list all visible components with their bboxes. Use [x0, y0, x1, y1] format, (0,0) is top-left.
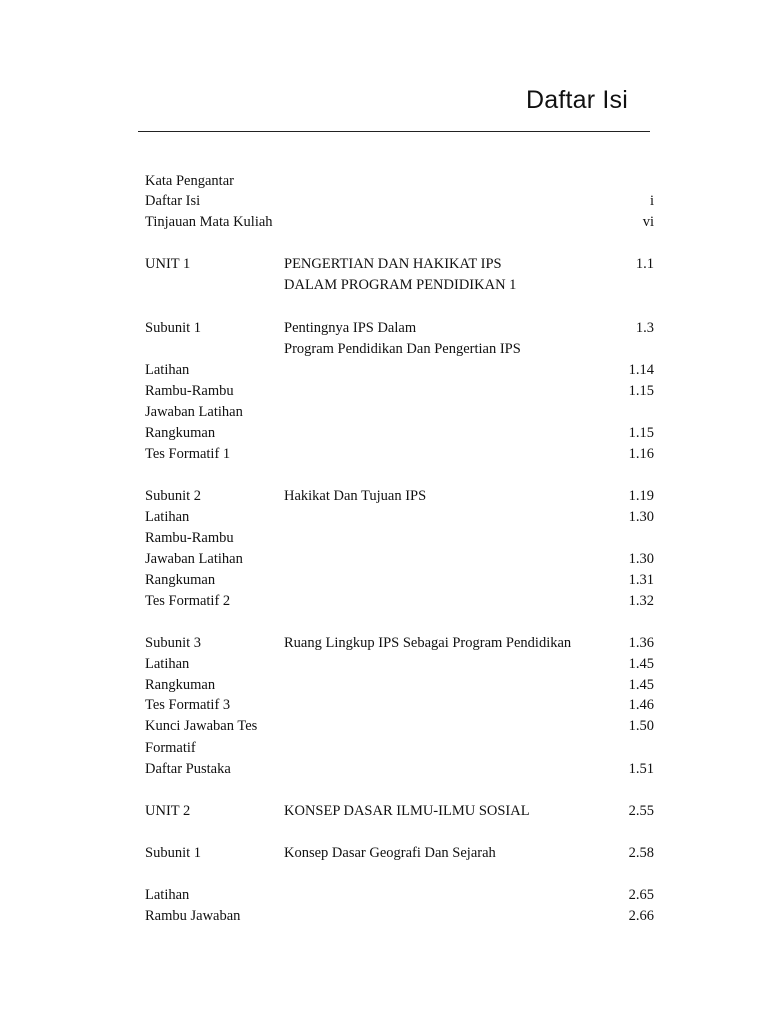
- entry-label: Rangkuman: [145, 425, 216, 441]
- entry-page: 1.30: [628, 509, 654, 525]
- entry-label: Formatif: [145, 740, 196, 756]
- entry-label: Tes Formatif 3: [145, 697, 231, 713]
- toc-row: [145, 759, 654, 780]
- toc-row: [145, 528, 654, 549]
- entry-page: vi: [642, 214, 654, 230]
- page-title: Daftar Isi: [525, 86, 628, 114]
- entry-page: 1.45: [628, 656, 654, 672]
- toc-row: [145, 444, 654, 465]
- toc-row: [145, 381, 654, 402]
- entry-page: 1.15: [628, 383, 654, 399]
- entry-page: 1.14: [628, 362, 654, 378]
- entry-page: 1.19: [628, 488, 654, 504]
- toc-row: [145, 906, 654, 927]
- entry-page: 1.51: [628, 761, 654, 777]
- entry-label: Latihan: [145, 656, 190, 672]
- entry-label: Subunit 1: [145, 845, 201, 861]
- toc-row: [145, 843, 654, 864]
- entry-label: Kunci Jawaban Tes: [145, 718, 258, 734]
- toc-row: [145, 191, 654, 212]
- entry-desc: Hakikat Dan Tujuan IPS: [284, 488, 427, 504]
- toc-row: [145, 402, 654, 423]
- toc-row: [145, 275, 654, 296]
- entry-label: Subunit 1: [145, 320, 201, 336]
- entry-page: 1.1: [635, 256, 654, 272]
- entry-page: 1.3: [635, 320, 654, 336]
- entry-label: Rambu Jawaban: [145, 908, 241, 924]
- toc-row: [145, 885, 654, 906]
- toc-row: [145, 212, 654, 233]
- toc-row: [145, 171, 654, 192]
- entry-label: Latihan: [145, 887, 190, 903]
- entry-label: Subunit 2: [145, 488, 201, 504]
- toc-row: [145, 339, 654, 360]
- entry-label: Jawaban Latihan: [145, 551, 243, 567]
- entry-label: UNIT 1: [145, 256, 191, 272]
- entry-page: 1.30: [628, 551, 654, 567]
- toc-row: [145, 486, 654, 507]
- entry-page: 1.31: [628, 572, 654, 588]
- toc-row: [145, 570, 654, 591]
- entry-desc: KONSEP DASAR ILMU-ILMU SOSIAL: [284, 803, 530, 819]
- entry-page: 2.55: [628, 803, 654, 819]
- toc-row: [145, 633, 654, 654]
- entry-page: 2.66: [628, 908, 654, 924]
- entry-page: 2.58: [628, 845, 654, 861]
- toc-row: [145, 423, 654, 444]
- toc-row: [145, 695, 654, 716]
- title-divider: [138, 131, 650, 132]
- entry-page: 1.36: [628, 635, 654, 651]
- entry-desc: DALAM PROGRAM PENDIDIKAN 1: [284, 277, 517, 293]
- entry-label: Subunit 3: [145, 635, 201, 651]
- entry-desc: Ruang Lingkup IPS Sebagai Program Pendidikan: [284, 635, 572, 651]
- entry-label: Rangkuman: [145, 677, 216, 693]
- toc-row: [145, 716, 654, 737]
- entry-page: 1.32: [628, 593, 654, 609]
- entry-desc: Program Pendidikan Dan Pengertian IPS: [284, 341, 521, 357]
- toc-row: [145, 549, 654, 570]
- entry-label: Jawaban Latihan: [145, 404, 243, 420]
- entry-label: Rambu-Rambu: [145, 383, 234, 399]
- entry-label: Tes Formatif 1: [145, 446, 231, 462]
- entry-label: Latihan: [145, 509, 190, 525]
- toc-row: [145, 654, 654, 675]
- entry-label: Tinjauan Mata Kuliah: [145, 214, 273, 230]
- toc-row: [145, 360, 654, 381]
- entry-desc: Konsep Dasar Geografi Dan Sejarah: [284, 845, 496, 861]
- entry-label: Tes Formatif 2: [145, 593, 231, 609]
- entry-label: Kata Pengantar: [145, 173, 234, 189]
- toc-row: [145, 591, 654, 612]
- entry-page: 1.15: [628, 425, 654, 441]
- entry-label: UNIT 2: [145, 803, 191, 819]
- entry-page: 2.65: [628, 887, 654, 903]
- entry-label: Daftar Isi: [145, 193, 201, 209]
- toc-row: [145, 801, 654, 822]
- entry-desc: PENGERTIAN DAN HAKIKAT IPS: [284, 256, 502, 272]
- entry-page: 1.16: [628, 446, 654, 462]
- entry-page: 1.46: [628, 697, 654, 713]
- entry-desc: Pentingnya IPS Dalam: [284, 320, 417, 336]
- entry-label: Latihan: [145, 362, 190, 378]
- entry-page: 1.45: [628, 677, 654, 693]
- toc-row: [145, 738, 654, 759]
- toc-row: [145, 254, 654, 275]
- toc-row: [145, 507, 654, 528]
- toc-row: [145, 318, 654, 339]
- entry-page: i: [649, 193, 654, 209]
- entry-page: 1.50: [628, 718, 654, 734]
- entry-label: Rangkuman: [145, 572, 216, 588]
- entry-label: Daftar Pustaka: [145, 761, 231, 777]
- entry-label: Rambu-Rambu: [145, 530, 234, 546]
- toc-row: [145, 675, 654, 696]
